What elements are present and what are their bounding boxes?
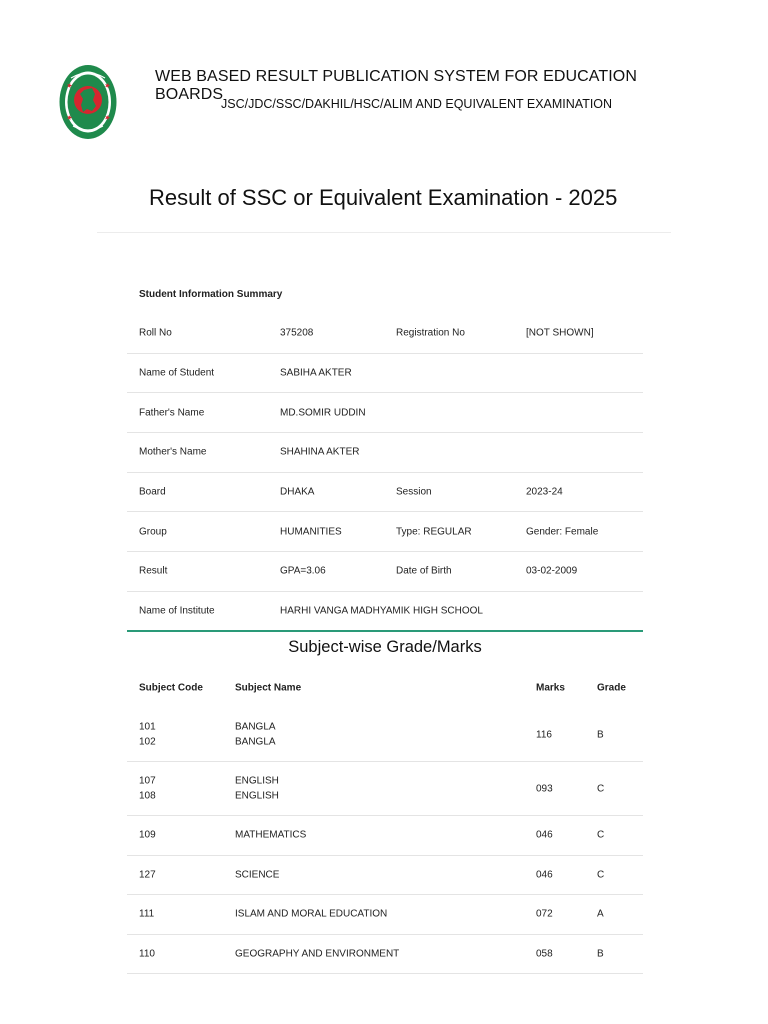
type-value: Type: REGULAR	[396, 526, 472, 538]
subject-marks: 046	[536, 869, 553, 881]
subject-grade: B	[597, 948, 604, 960]
table-row	[127, 708, 643, 762]
header-marks: Marks	[536, 682, 565, 694]
subject-marks: 046	[536, 829, 553, 841]
info-row-result	[127, 552, 643, 592]
registration-label: Registration No	[396, 327, 465, 339]
subject-grade: C	[597, 829, 605, 841]
subject-grade: A	[597, 908, 604, 920]
subject-name: GEOGRAPHY AND ENVIRONMENT	[235, 948, 400, 960]
institute-label: Name of Institute	[139, 605, 215, 617]
info-row-roll	[127, 314, 643, 354]
grades-table	[127, 668, 643, 974]
mother-name-value: SHAHINA AKTER	[280, 446, 360, 458]
header-subject-code: Subject Code	[139, 682, 203, 694]
father-name-label: Father's Name	[139, 407, 205, 419]
student-name-label: Name of Student	[139, 367, 215, 379]
student-info-table	[127, 276, 643, 632]
subject-code: 107 108	[139, 775, 156, 802]
info-row-group	[127, 512, 643, 552]
subject-name: SCIENCE	[235, 869, 280, 881]
site-title: WEB BASED RESULT PUBLICATION SYSTEM FOR EDUCATION BOARDS	[155, 68, 638, 103]
title-divider	[97, 232, 671, 233]
result-label: Result	[139, 565, 168, 577]
group-value: HUMANITIES	[280, 526, 342, 538]
subject-grade: B	[597, 729, 604, 740]
info-row-name	[127, 354, 643, 394]
board-value: DHAKA	[280, 486, 315, 498]
registration-value: [NOT SHOWN]	[526, 327, 594, 339]
header-grade: Grade	[597, 682, 626, 694]
subject-name: ISLAM AND MORAL EDUCATION	[235, 908, 388, 920]
subject-code: 111	[139, 908, 155, 920]
dob-label: Date of Birth	[396, 565, 452, 577]
government-seal-icon	[59, 64, 117, 140]
subject-code: 127	[139, 869, 156, 881]
subject-code: 101 102	[139, 721, 156, 748]
subject-grade: C	[597, 783, 605, 794]
result-value: GPA=3.06	[280, 565, 326, 577]
gender-value: Gender: Female	[526, 526, 599, 538]
table-row	[127, 895, 643, 935]
subject-marks: 093	[536, 783, 553, 794]
table-row	[127, 762, 643, 816]
student-name-value: SABIHA AKTER	[280, 367, 352, 379]
session-value: 2023-24	[526, 486, 563, 498]
grades-title: Subject-wise Grade/Marks	[288, 638, 482, 656]
page-title: Result of SSC or Equivalent Examination - 2025	[149, 185, 618, 210]
roll-label: Roll No	[139, 327, 172, 339]
subject-marks: 116	[536, 729, 552, 740]
subject-code: 109	[139, 829, 156, 841]
board-label: Board	[139, 486, 166, 498]
info-row-board	[127, 473, 643, 513]
info-row-father	[127, 393, 643, 433]
subject-name: MATHEMATICS	[235, 829, 307, 841]
subject-grade: C	[597, 869, 605, 881]
table-row	[127, 856, 643, 896]
info-row-institute	[127, 592, 643, 632]
grades-header-row	[127, 668, 643, 708]
site-subtitle: JSC/JDC/SSC/DAKHIL/HSC/ALIM AND EQUIVALENT EXAMINATION	[221, 97, 613, 111]
session-label: Session	[396, 486, 432, 498]
father-name-value: MD.SOMIR UDDIN	[280, 407, 366, 419]
roll-value: 375208	[280, 327, 314, 339]
table-row	[127, 935, 643, 975]
institute-value: HARHI VANGA MADHYAMIK HIGH SCHOOL	[280, 605, 483, 617]
subject-name: ENGLISH ENGLISH	[235, 775, 279, 802]
dob-value: 03-02-2009	[526, 565, 578, 577]
subject-code: 110	[139, 948, 155, 960]
info-row-mother	[127, 433, 643, 473]
group-label: Group	[139, 526, 167, 538]
subject-name: BANGLA BANGLA	[235, 721, 276, 748]
mother-name-label: Mother's Name	[139, 446, 207, 458]
subject-marks: 058	[536, 948, 553, 960]
subject-marks: 072	[536, 908, 553, 920]
table-row	[127, 816, 643, 856]
student-info-heading: Student Information Summary	[139, 289, 283, 300]
header-subject-name: Subject Name	[235, 682, 302, 694]
